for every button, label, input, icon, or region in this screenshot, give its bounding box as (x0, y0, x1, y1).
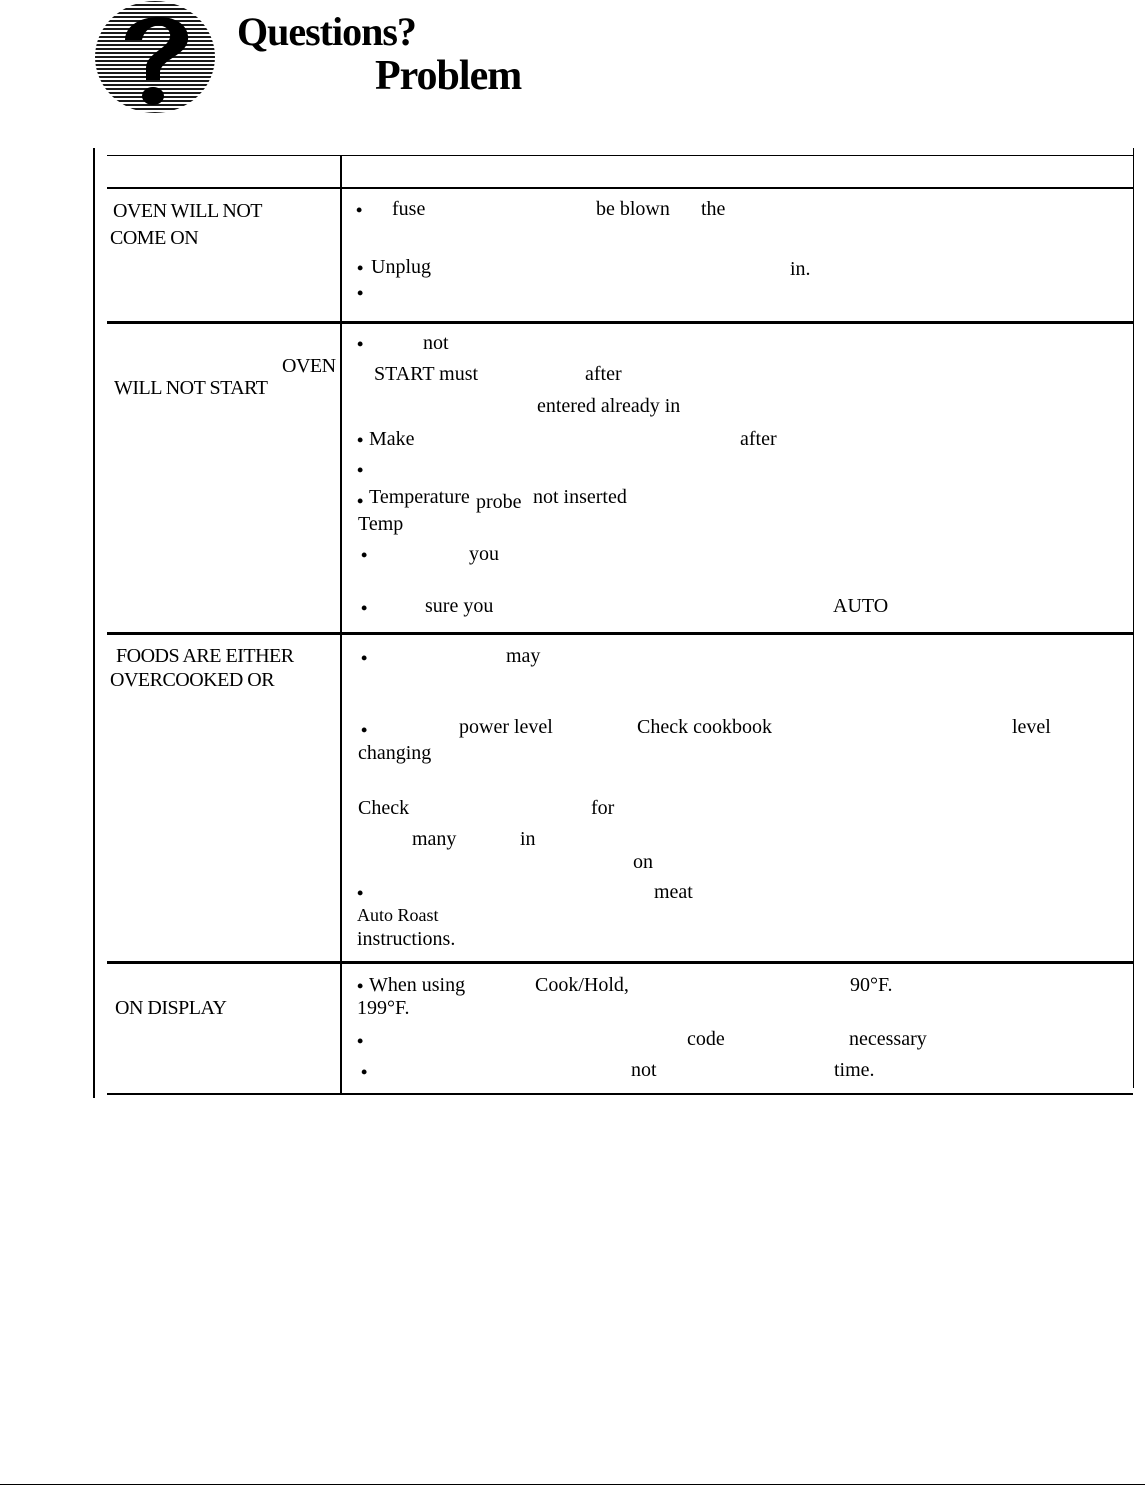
text-fragment: Temperature (369, 486, 470, 508)
text-fragment: many (412, 828, 457, 850)
bullet: • (361, 598, 368, 618)
text-fragment: AUTO (833, 595, 889, 617)
text-fragment: in. (790, 258, 811, 280)
problem-on-display: ON DISPLAY (115, 997, 227, 1019)
bullet: • (357, 1031, 364, 1051)
table-bottom-rule (107, 1093, 1133, 1095)
bullet: • (357, 976, 364, 996)
text-fragment: on (633, 851, 653, 873)
text-fragment: When using (369, 974, 466, 996)
text-fragment: code (687, 1028, 725, 1050)
text-fragment: may (506, 645, 541, 667)
bullet: • (356, 200, 363, 220)
row-divider-1 (107, 321, 1133, 324)
header-bottom-rule (107, 187, 1133, 189)
text-fragment: probe (476, 491, 522, 513)
text-fragment: after (585, 363, 622, 385)
problem-foods-overcooked-line2: OVERCOOKED OR (110, 669, 275, 691)
bullet: • (357, 258, 364, 278)
text-fragment: entered already in (537, 395, 681, 417)
text-fragment: be blown (596, 198, 670, 220)
text-fragment: Temp (358, 513, 404, 535)
bullet: • (361, 1062, 368, 1082)
bullet: • (361, 545, 368, 565)
text-fragment: not inserted (533, 486, 627, 508)
text-fragment: sure you (425, 595, 494, 617)
bullet: • (357, 283, 364, 303)
header-rule (107, 155, 1133, 156)
problem-oven-will-not-come-on-line2: COME ON (110, 227, 199, 249)
page-title-problem: Problem (375, 53, 522, 99)
page-title-questions: Questions? (237, 9, 416, 54)
problem-oven-will-not-come-on-line1: OVEN WILL NOT (113, 200, 263, 222)
text-fragment: instructions. (357, 928, 456, 950)
bullet: • (357, 430, 364, 450)
text-fragment: power level (459, 716, 553, 738)
bullet: • (361, 720, 368, 740)
row-divider-2 (107, 632, 1133, 635)
text-fragment: Make (369, 428, 415, 450)
text-fragment: level (1012, 716, 1051, 738)
text-fragment: meat (654, 881, 693, 903)
text-fragment: the (701, 198, 726, 220)
text-fragment: in (520, 828, 536, 850)
text-fragment: 199°F. (357, 997, 410, 1019)
row-divider-3 (107, 961, 1133, 964)
bullet: • (357, 883, 364, 903)
text-fragment: time. (834, 1059, 875, 1081)
bullet: • (357, 334, 364, 354)
page-bottom-rule (0, 1484, 1145, 1485)
text-fragment: Check cookbook (637, 716, 772, 738)
bullet: • (357, 491, 364, 511)
text-fragment: for (591, 797, 615, 819)
text-fragment: necessary (849, 1028, 927, 1050)
text-fragment: not (631, 1059, 657, 1081)
table-left-border (93, 148, 95, 1098)
problem-oven-will-not-start-line1: OVEN (282, 355, 336, 377)
text-fragment: Unplug (371, 256, 431, 278)
text-fragment: after (740, 428, 777, 450)
text-fragment: changing (358, 742, 432, 764)
text-fragment: Cook/Hold, (535, 974, 629, 996)
problem-foods-overcooked-line1: FOODS ARE EITHER (116, 645, 294, 667)
problem-oven-will-not-start-line2: WILL NOT START (114, 377, 268, 399)
question-mark-icon (80, 0, 230, 118)
table-right-border (1133, 148, 1134, 1088)
column-divider (340, 155, 342, 1095)
text-fragment: fuse (392, 198, 426, 220)
text-fragment: START must (374, 363, 479, 385)
bullet: • (357, 460, 364, 480)
text-fragment: not (423, 332, 449, 354)
text-fragment: you (469, 543, 499, 565)
text-fragment: Check (358, 797, 410, 819)
text-fragment: Auto Roast (357, 905, 439, 925)
text-fragment: 90°F. (850, 974, 893, 996)
bullet: • (361, 648, 368, 668)
